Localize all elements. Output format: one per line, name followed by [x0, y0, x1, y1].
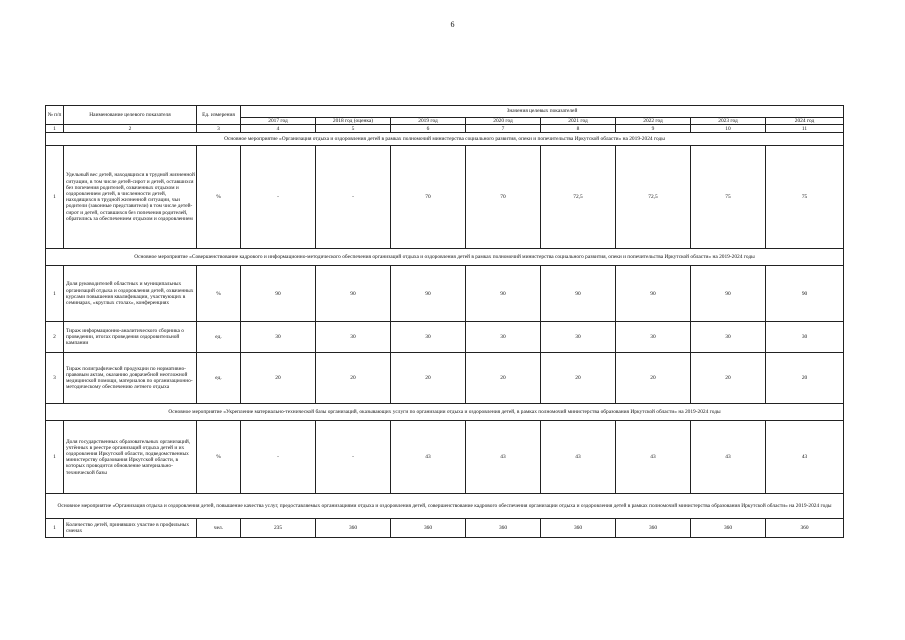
row-value: 20 — [316, 353, 391, 404]
row-value: 30 — [691, 322, 766, 353]
row-value: 70 — [391, 146, 466, 249]
row-num: 2 — [46, 322, 64, 353]
section-row — [46, 404, 844, 421]
row-value: 90 — [391, 266, 466, 322]
row-unit: % — [197, 146, 241, 249]
header-num: № п/п — [46, 106, 64, 125]
row-value: 90 — [316, 266, 391, 322]
row-value: - — [241, 421, 316, 494]
column-number: 8 — [541, 125, 616, 133]
row-value: 360 — [316, 519, 391, 538]
row-value: 90 — [466, 266, 541, 322]
row-num: 1 — [46, 146, 64, 249]
row-value: 43 — [766, 421, 844, 494]
row-value: 70 — [466, 146, 541, 249]
table-row — [46, 146, 844, 249]
section-title: Основное мероприятие «Организация отдыха и оздоровления детей, повышение качества услуг, предоставляемых организациями отдыха и оздоровления детей, совершенствование кадрового обеспечения организации отдыха и оздоровления детей в рамках полномочий министерства образования Иркутской области» на 2019-2024 годы — [46, 494, 844, 519]
section-row — [46, 494, 844, 519]
row-value: 90 — [541, 266, 616, 322]
row-unit: ед. — [197, 353, 241, 404]
column-number: 4 — [241, 125, 316, 133]
row-value: 235 — [241, 519, 316, 538]
header-year: 2019 год — [391, 118, 466, 125]
row-value: 43 — [691, 421, 766, 494]
row-value: 75 — [766, 146, 844, 249]
row-unit: % — [197, 421, 241, 494]
row-value: 360 — [466, 519, 541, 538]
row-value: 43 — [466, 421, 541, 494]
row-value: - — [316, 421, 391, 494]
header-year: 2024 год — [766, 118, 844, 125]
row-unit: % — [197, 266, 241, 322]
row-value: 20 — [391, 353, 466, 404]
row-value: 30 — [616, 322, 691, 353]
header-unit: Ед. измерения — [197, 106, 241, 125]
row-value: 30 — [316, 322, 391, 353]
table-row — [46, 519, 844, 538]
row-unit: ед. — [197, 322, 241, 353]
header-year: 2023 год — [691, 118, 766, 125]
row-num: 3 — [46, 353, 64, 404]
row-value: 30 — [766, 322, 844, 353]
row-value: 20 — [241, 353, 316, 404]
section-title: Основное мероприятие «Укрепление материально-технической базы организаций, оказывающих услуги по организации отдыха и оздоровления детей, в рамках полномочий министерства образования Иркутской области» на 2019-2024 годы — [46, 404, 844, 421]
column-number: 7 — [466, 125, 541, 133]
row-value: 43 — [616, 421, 691, 494]
row-value: 72,5 — [541, 146, 616, 249]
row-value: 72,5 — [616, 146, 691, 249]
row-value: 20 — [466, 353, 541, 404]
row-value: 20 — [766, 353, 844, 404]
row-name: Тираж информационно-аналитического сборника о проведении, итогах проведения оздоровительной кампании — [64, 322, 197, 353]
table-row — [46, 353, 844, 404]
header-values-title: Значения целевых показателей — [241, 106, 844, 118]
row-value: 90 — [691, 266, 766, 322]
column-number: 5 — [316, 125, 391, 133]
table-row — [46, 421, 844, 494]
column-number: 11 — [766, 125, 844, 133]
row-value: 20 — [541, 353, 616, 404]
row-name: Тираж полиграфической продукции по нормативно-правовым актам, оказанию доврачебной неотложной медицинской помощи, материалов по организационно-методическому обеспечению летнего отдыха — [64, 353, 197, 404]
column-number: 6 — [391, 125, 466, 133]
row-name: Количество детей, принявших участие в профильных сменах — [64, 519, 197, 538]
row-value: - — [316, 146, 391, 249]
page-number: 6 — [450, 20, 455, 29]
column-numbers-row — [46, 125, 844, 133]
row-value: 360 — [691, 519, 766, 538]
row-value: 20 — [691, 353, 766, 404]
column-number: 10 — [691, 125, 766, 133]
section-title: Основное мероприятие «Совершенствование кадрового и информационно-методического обеспечения организаций отдыха и оздоровления детей в рамках полномочий министерства социального развития, опеки и попечительства Иркутской области» на 2019-2024 годы — [46, 249, 844, 266]
row-name: Доля государственных образовательных организаций, учтённых в реестре организаций отдыха детей и их оздоровления Иркутской области, подведомственных министерству образования Иркутской области, в которых проводится обновление материально-технической базы — [64, 421, 197, 494]
section-row — [46, 133, 844, 146]
row-unit: чел. — [197, 519, 241, 538]
header-row — [46, 106, 844, 118]
row-name: Доля руководителей областных и муниципальных организаций отдыха и оздоровления детей, охваченных курсами повышения квалификации, участвующих в семинарах, «круглых столах», конференциях — [64, 266, 197, 322]
row-num: 1 — [46, 519, 64, 538]
row-value: 30 — [541, 322, 616, 353]
section-title: Основное мероприятие «Организация отдыха и оздоровления детей в рамках полномочий министерства социального развития, опеки и попечительства Иркутской области» на 2019-2024 годы — [46, 133, 844, 146]
column-number: 3 — [197, 125, 241, 133]
header-year: 2021 год — [541, 118, 616, 125]
row-value: 30 — [466, 322, 541, 353]
header-year: 2020 год — [466, 118, 541, 125]
header-year: 2022 год — [616, 118, 691, 125]
row-value: 75 — [691, 146, 766, 249]
header-year: 2018 год (оценка) — [316, 118, 391, 125]
row-value: 360 — [541, 519, 616, 538]
table-row — [46, 322, 844, 353]
section-row — [46, 249, 844, 266]
row-value: - — [241, 146, 316, 249]
target-indicators-table — [45, 105, 844, 538]
row-value: 360 — [616, 519, 691, 538]
column-number: 9 — [616, 125, 691, 133]
row-name: Удельный вес детей, находящихся в трудной жизненной ситуации, в том числе детей-сирот и детей, оставшихся без попечения родителей, охваченных отдыхом и оздоровлением детей, в численности детей, находящихся в трудной жизненной ситуации, чьи родители (законные представители) в том числе детей-сирот и детей, оставшихся без попечения родителей, обратились за обеспечением отдыхом и оздоровлением — [64, 146, 197, 249]
row-value: 360 — [391, 519, 466, 538]
row-value: 20 — [616, 353, 691, 404]
row-value: 43 — [541, 421, 616, 494]
header-year: 2017 год — [241, 118, 316, 125]
row-value: 90 — [616, 266, 691, 322]
row-value: 43 — [391, 421, 466, 494]
table-row — [46, 266, 844, 322]
row-value: 90 — [241, 266, 316, 322]
row-value: 30 — [241, 322, 316, 353]
column-number: 2 — [64, 125, 197, 133]
column-number: 1 — [46, 125, 64, 133]
row-value: 30 — [391, 322, 466, 353]
row-num: 1 — [46, 266, 64, 322]
row-value: 360 — [766, 519, 844, 538]
row-value: 90 — [766, 266, 844, 322]
row-num: 1 — [46, 421, 64, 494]
header-name: Наименование целевого показателя — [64, 106, 197, 125]
